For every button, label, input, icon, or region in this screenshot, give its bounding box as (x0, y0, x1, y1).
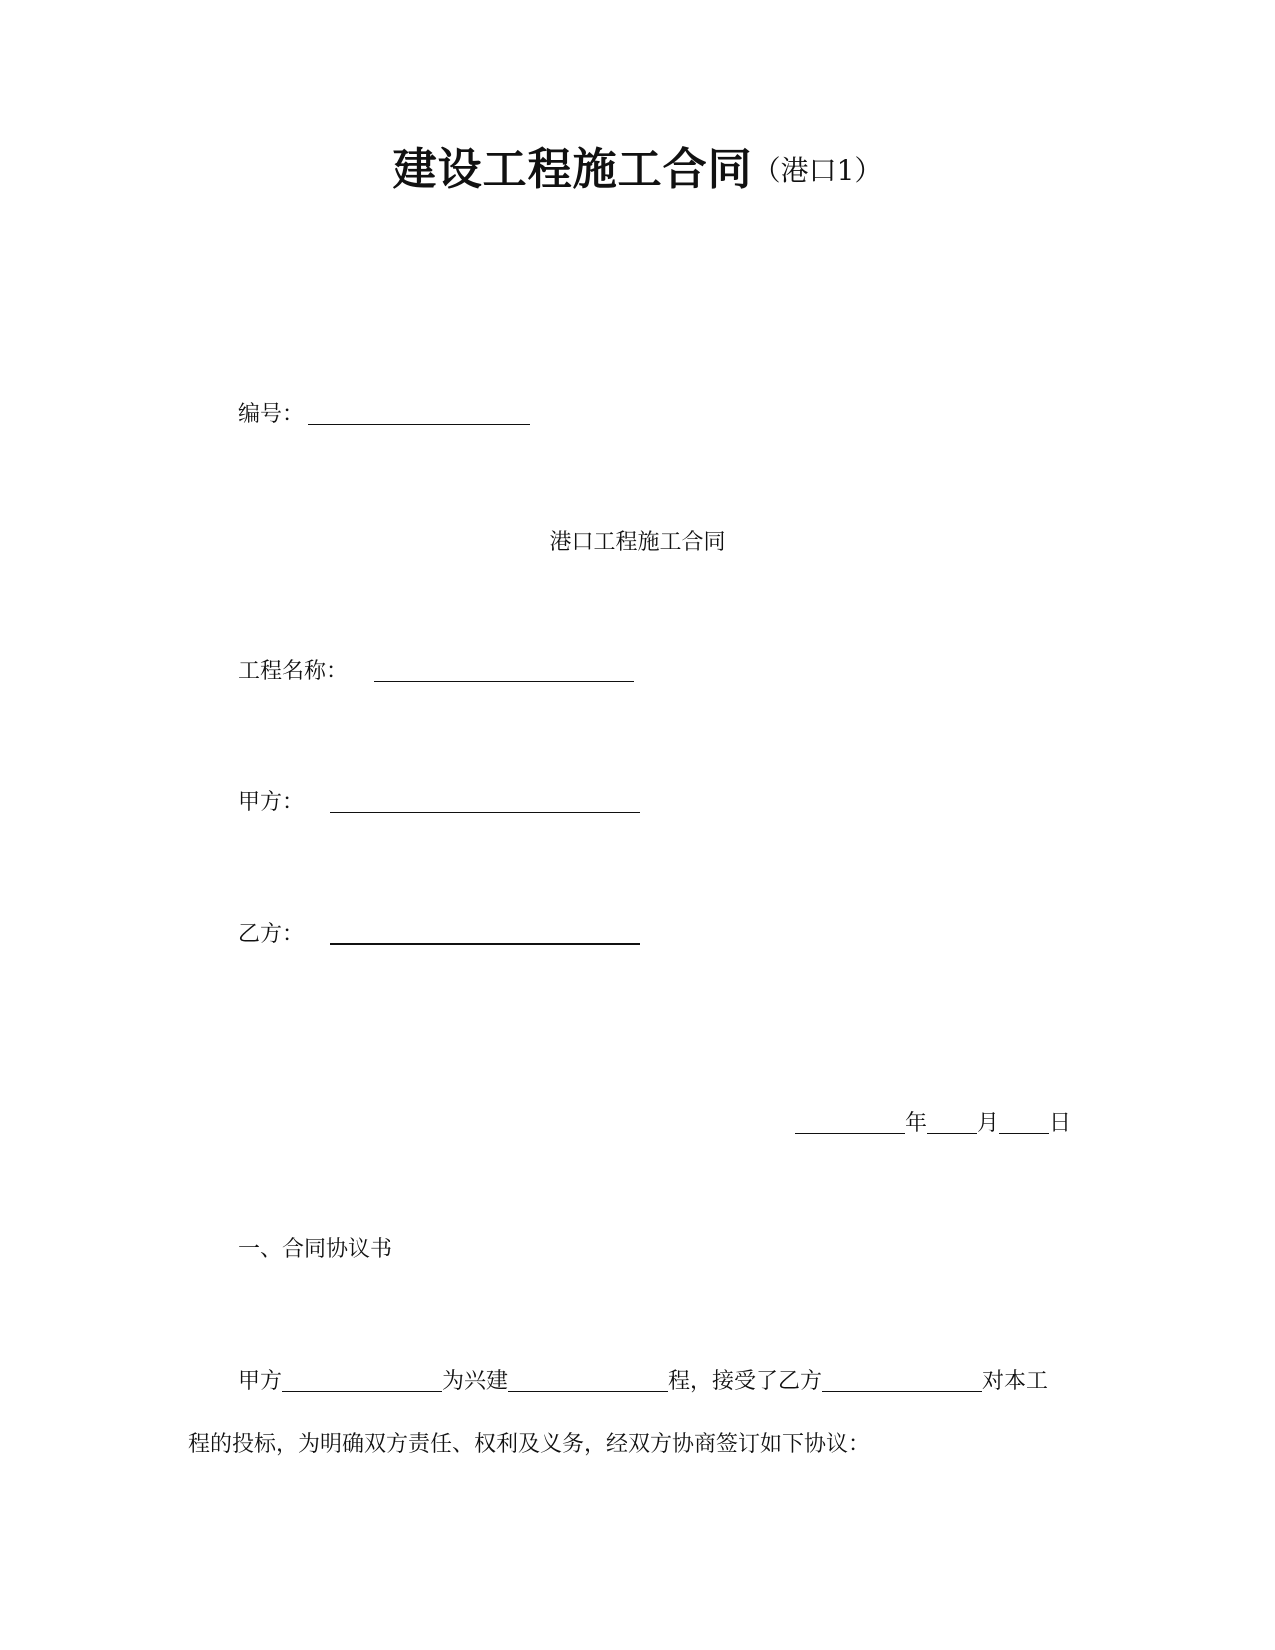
contract-number-label: 编号： (238, 402, 305, 427)
contract-number-row (238, 398, 530, 430)
paragraph-text-3: 程，接受了乙方 (668, 1369, 823, 1394)
paragraph-text-2: 为兴建 (442, 1369, 509, 1394)
month-label: 月 (977, 1111, 1000, 1136)
section-heading: 一、合同协议书 (238, 1237, 393, 1262)
title-main: 建设工程施工合同 (392, 144, 753, 195)
party-b-label: 乙方： (238, 922, 305, 947)
contract-number-blank[interactable] (308, 398, 530, 425)
paragraph-text-4: 对本工 (982, 1369, 1049, 1394)
party-a-row (238, 786, 640, 818)
paragraph-text-1: 甲方 (238, 1369, 283, 1394)
project-name-blank[interactable] (374, 655, 634, 682)
project-name-row (238, 655, 634, 687)
project-name-label: 工程名称： (238, 659, 349, 684)
year-blank[interactable] (795, 1107, 905, 1134)
party-a-label: 甲方： (238, 790, 305, 815)
party-b-blank[interactable] (330, 917, 640, 945)
party-a-blank[interactable] (330, 786, 640, 813)
year-label: 年 (905, 1111, 928, 1136)
project-blank[interactable] (508, 1365, 668, 1392)
paragraph-line-1 (238, 1365, 1048, 1397)
date-row (795, 1107, 1071, 1139)
day-blank[interactable] (999, 1107, 1049, 1134)
contract-subtitle: 港口工程施工合同 (549, 530, 726, 555)
party-b-row (238, 917, 640, 950)
month-blank[interactable] (927, 1107, 977, 1134)
party-b-name-blank[interactable] (822, 1365, 982, 1392)
day-label: 日 (1049, 1111, 1072, 1136)
document-title (0, 144, 1275, 195)
title-subtitle: （港口1） (752, 154, 883, 187)
party-a-name-blank[interactable] (282, 1365, 442, 1392)
paragraph-line-2: 程的投标，为明确双方责任、权利及义务，经双方协商签订如下协议： (188, 1432, 871, 1457)
